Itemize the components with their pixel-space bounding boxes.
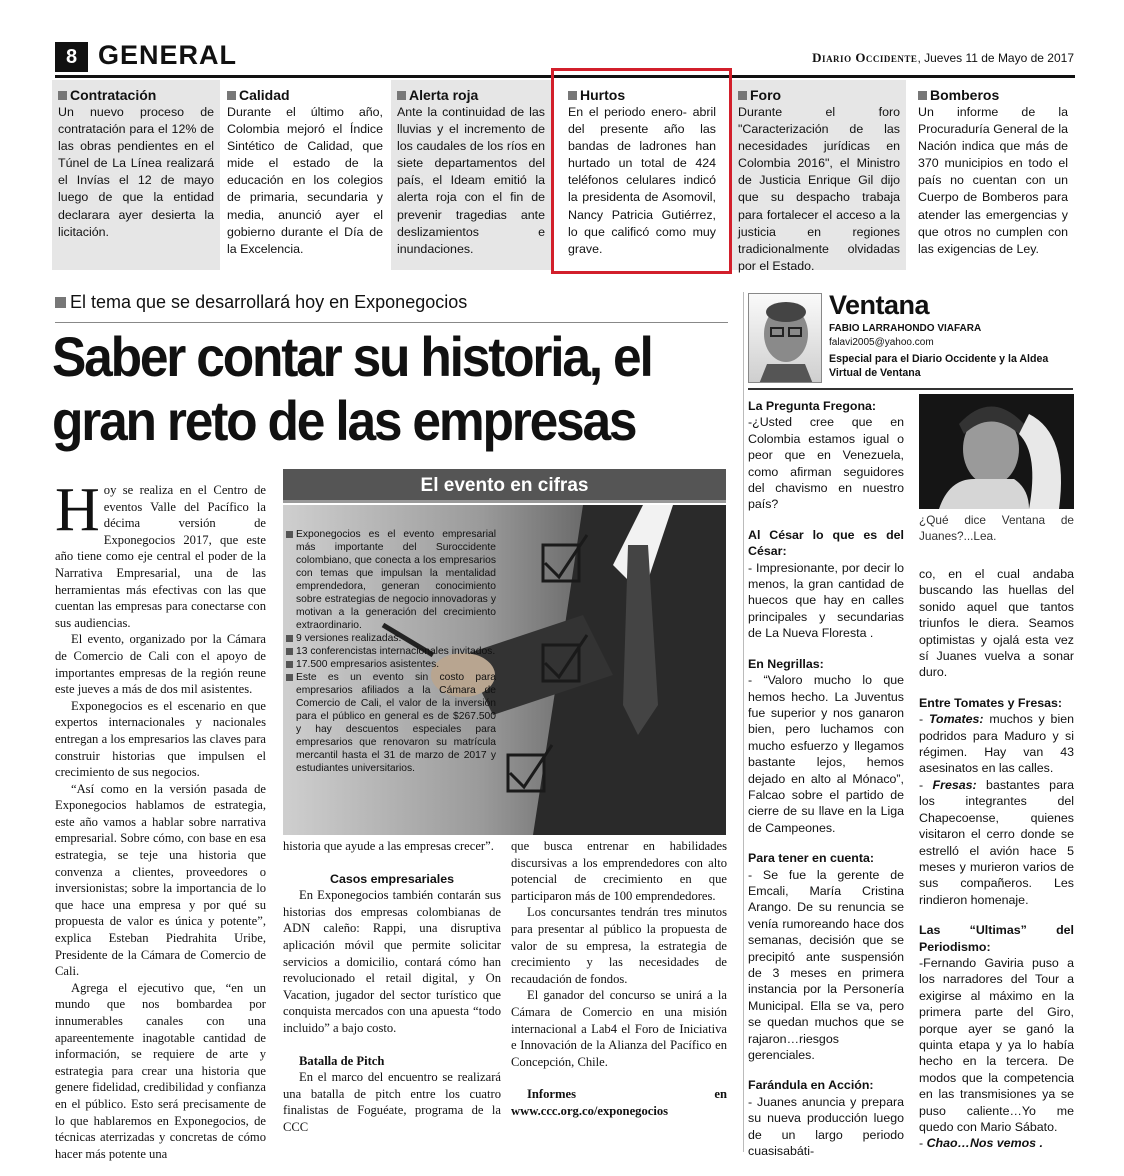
article-paragraph: historia que ayude a las empresas crecer”. bbox=[283, 839, 494, 853]
article-column-2 bbox=[283, 838, 501, 1136]
article-paragraph: El ganador del concurso se unirá a la Cámara de Comercio en una misión internacional a Lab4 el Foro de Iniciativa e Innovación de la Alianza del Pacífico en Concepción, Chile. bbox=[511, 988, 727, 1069]
brief-bomberos bbox=[912, 80, 1074, 270]
article-paragraph: En Exponegocios también contarán sus historias dos empresas colombianas de ADN caleño: Rappi, una disruptiva aplicación móvil que permite solicitar servicios a domicilio, contará cómo han revolucionado el retail digital, y On Vacation, jugador del sector turístico que conquista mercados con una apuesta “todo incluido” a bajo costo. bbox=[283, 888, 501, 1035]
article-paragraph: Los concursantes tendrán tres minutos para presentar al público la propuesta de valor de su empresa, la estrategia de crecimiento y las necesidades de recaudación de fondos. bbox=[511, 905, 727, 986]
brief-title: Alerta roja bbox=[409, 87, 479, 103]
section-title: GENERAL bbox=[98, 40, 238, 70]
ventana-col-b: co, en el cual andaba buscando las huellas del sonido aquel que tantos triunfos le diera. Seamos optimistas y ojalá esta vez sí Juanes vuelva a sonar duro. Entre Tomates y Fresas: - Tomates: muchos y bien podridos para Maduro y si régimen. Hay van 43 asesinatos en las calles. - Fresas: bastantes para los integrantes del Chapecoense, quienes visitaron el cerro donde se estrelló el avión hace 5 meses y murieron varios de sus compañeros. Les rindieron homenaje. Las “Ultimas” del Periodismo: -Fernando Gaviria puso a los narradores del Tour a exigirse al máximo en la primera parte del Giro, porque ayer se ganó la quinta etapa y ya lo había hecho en la tercera. De modos que la competencia en las transmisiones ya se puso caliente…Yo me quedo con Mario Sábato. - Chao…Nos vemos . bbox=[919, 567, 1074, 1151]
ventana-title: Ventana bbox=[829, 290, 930, 320]
section-heading: Las “Ultimas” del Periodismo: bbox=[919, 923, 1074, 954]
article-paragraph: Agrega el ejecutivo que, “en un mundo que nos bombardea por innumerables canales con una apareentemente inagotable cantidad de información, se requiere de arte y estrategia para crear una historia que genere fidelidad, credibilidad y confianza en el público. Esto será precisamente de lo que hablaremos en Exponegocios, de técnicas aterrizadas y concretas de cómo hacer más potente una bbox=[55, 980, 266, 1161]
closing-line: Chao…Nos vemos . bbox=[926, 1136, 1043, 1151]
ventana-author: FABIO LARRAHONDO VIAFARA bbox=[829, 323, 982, 334]
ventana-email[interactable]: falavi2005@yahoo.com bbox=[829, 337, 934, 348]
bullet-square-icon bbox=[227, 91, 236, 100]
informes bbox=[511, 1086, 727, 1103]
bullet-square-icon bbox=[738, 91, 747, 100]
cifras-item: Exponegocios es el evento empresarial más importante del Suroccidente colombiano, que conecta a los empresarios con temas que impulsan la mentalidad emprendedora, generan conocimiento sobre estrategias de negocio innovadoras y motivan a la generación del crecimiento extraordinario. bbox=[286, 528, 496, 632]
ventana-special: Especial para el Diario Occidente y la Aldea Virtual de Ventana bbox=[829, 353, 1049, 379]
brief-text: Durante el foro "Caracterización de las necesidades jurídicas en Colombia 2016", el Ministro de Justicia Enrique Gil dijo que su despacho trabaja para fortalecer el acceso a la justicia en regiones tradicionalmente olvidadas por el Estado. bbox=[738, 105, 900, 273]
article-paragraph: Exponegocios es el escenario en que expertos internacionales y nacionales entregan a los empresarios las claves para construir historias que impulsen el crecimiento de sus negocios. bbox=[55, 698, 266, 780]
author-portrait bbox=[748, 293, 822, 383]
cifras-item: Este es un evento sin costo para empresarios afiliados a la Cámara de Comercio de Cali, el valor de la inversión para el público en general es de $267.500 y hay descuentos especiales para empresarios que renovaron su matrícula mercantil hasta el 31 de marzo de 2017 y estudiantes universitarios. bbox=[286, 671, 496, 775]
brief-calidad bbox=[221, 80, 389, 270]
brief-alerta-roja bbox=[391, 80, 551, 270]
brief-title: Calidad bbox=[239, 87, 290, 103]
date: Jueves 11 de Mayo de 2017 bbox=[924, 51, 1074, 65]
cifras-list bbox=[286, 528, 496, 775]
bullet-square-icon bbox=[58, 91, 67, 100]
dateline: Diario Occidente, Jueves 11 de Mayo de 2017 bbox=[812, 50, 1074, 65]
section-text: - Impresionante, por decir lo menos, la gran cantidad de huecos que hay en calles principales y secundarias de La Nueva Floresta . bbox=[748, 560, 904, 641]
juanes-caption: ¿Qué dice Ventana de Juanes?...Lea. bbox=[919, 513, 1074, 544]
cifras-item: 17.500 empresarios asistentes. bbox=[286, 658, 496, 671]
subheading: Batalla de Pitch bbox=[299, 1053, 385, 1068]
section-text: - “Valoro mucho lo que hemos hecho. La Juventus fue superior y nos ganaron bien, pero luchamos con mucho esfuerzo y llegamos bastante lejos, hemos dejado en alto al Mónaco”, Falcao sobre el partido de cierre de su llave en la Liga de Campeones. bbox=[748, 673, 904, 835]
kicker-rule bbox=[55, 322, 728, 323]
section-heading: La Pregunta Fregona: bbox=[748, 399, 877, 413]
brief-text: Ante la continuidad de las lluvias y el incremento de los caudales de los ríos en siete departamentos del país, el Ideam emitió la alerta roja con el fin de prevenir tragedias ante deslizamientos e inundaciones. bbox=[397, 105, 545, 256]
juanes-portrait-icon bbox=[919, 394, 1074, 509]
article-paragraph: que busca entrenar en habilidades discursivas a los emprendedores con alto potencial de crecimiento en que participaron más de 100 emprendedores. bbox=[511, 839, 727, 903]
article-paragraph: El evento, organizado por la Cámara de Comercio de Cali con el apoyo de importantes empresas de la región reune este jueves a más de dos mil asistentes. bbox=[55, 632, 266, 697]
section-text: bastantes para los integrantes del Chapecoense, quienes visitaron el cerro donde se estrelló el avión hace 5 meses y murieron varios de sus compañeros. Les rindieron homenaje. bbox=[919, 777, 1074, 907]
brief-foro bbox=[732, 80, 906, 273]
brief-title: Foro bbox=[750, 87, 782, 103]
column-divider bbox=[743, 292, 744, 1152]
cifras-title: El evento en cifras bbox=[283, 469, 726, 503]
informes-url[interactable]: www.ccc.org.co/exponegocios bbox=[511, 1103, 669, 1118]
article-paragraph: En el marco del encuentro se realizará una batalla de pitch entre los cuatro finalistas de Foguéate, programa de la CCC bbox=[283, 1070, 501, 1134]
section-text: -¿Usted cree que en Colombia estamos igual o peor que en Venezuela, como afirman seguidores del chavismo en nuestro país? bbox=[748, 415, 904, 512]
brief-text: Un nuevo proceso de contratación para el 12% de las obras pendientes en el Túnel de La Línea realizará el Invías el 12 de mayo luego de que la entidad declarara ayer desierta la licitación. bbox=[58, 105, 214, 239]
cifras-item: 9 versiones realizadas. bbox=[286, 632, 496, 645]
section-heading: En Negrillas: bbox=[748, 656, 824, 671]
ventana-col-a bbox=[748, 398, 904, 1159]
tomates-label: Tomates: bbox=[928, 712, 984, 727]
bullet-square-icon bbox=[918, 91, 927, 100]
article-column-1 bbox=[55, 476, 266, 1162]
drop-cap: H bbox=[55, 476, 100, 544]
section-heading: Para tener en cuenta: bbox=[748, 851, 875, 866]
informes-label: Informes bbox=[527, 1087, 576, 1102]
article-paragraph: “Así como en la versión pasada de Exponegocios hablamos de estrategia, este año vamos a hablar sobre narrativa empresarial. Sobre cómo, con base en esa estrategia, se teje una historia que convenza a clientes, proveedores o inversionistas; sobre la importancia de lo que hace una empresa y por qué su propuesta de valor es única y potente”, explica Esteban Piedrahita Uribe, Presidente de la Cámara de Comercio de Cali. bbox=[55, 781, 266, 979]
section-heading: Entre Tomates y Fresas: bbox=[919, 695, 1063, 710]
brief-text: Durante el último año, Colombia mejoró el Índice Sintético de Calidad, que mide el estado de la educación en los colegios de primaria, secundaria y media, anunció ayer el gobierno durante el Día de la Excelencia. bbox=[227, 105, 383, 256]
section-text: - Juanes anuncia y prepara su nueva producción luego de un largo periodo cuasisabáti- bbox=[748, 1094, 904, 1159]
section-heading: Farándula en Acción: bbox=[748, 1078, 874, 1093]
page-number: 8 bbox=[55, 42, 88, 72]
brief-text: En el periodo enero- abril del presente año las bandas de ladrones han hurtado un total de 424 teléfonos celulares indicó la presidenta de Asomovil, Nancy Patricia Gutiérrez, lo que calificó como muy grave. bbox=[568, 105, 716, 256]
section-text: - Se fue la gerente de Emcali, María Cristina Arango. De su renuncia se venía rumoreando hace dos semanas, decisión que se precipitó ante suspensión de 3 meses en primera instancia por la Personería Municipal. Ella se va, pero se quedan muchos que se rajaron…riesgos gerenciales. bbox=[748, 867, 904, 1063]
headline: Saber contar su historia, el gran reto de las empresas bbox=[52, 325, 652, 452]
informes-en: en bbox=[714, 1087, 727, 1102]
highlight-box bbox=[551, 68, 732, 274]
section-text: -Fernando Gaviria puso a los narradores del Tour a exigirse al máximo en la primera parte del Giro, porque ayer se ganó la quinta etapa y ya lo había hecho en la tercera. De modos que la competencia en las transmisiones ya se puso caliente…Yo me quedo con Mario Sábato. bbox=[919, 955, 1074, 1134]
brief-title: Hurtos bbox=[580, 87, 626, 103]
brief-title: Bomberos bbox=[930, 87, 1000, 103]
kicker-text: El tema que se desarrollará hoy en Exponegocios bbox=[70, 292, 468, 312]
brief-text: Un informe de la Procuraduría General de la Nación indica que más de 370 municipios en todo el país no cuentan con un Cuerpo de Bomberos para atender las emergencias y que otros no cumplen con las exigencias de Ley. bbox=[918, 105, 1068, 256]
fresas-label: Fresas: bbox=[932, 777, 977, 792]
section-text: co, en el cual andaba buscando las huellas del sonido aquel que tantos triunfos le diera. Seamos optimistas y ojalá esta vez sí Juanes vuelva a sonar duro. bbox=[919, 567, 1074, 680]
juanes-photo bbox=[919, 394, 1074, 509]
author-photo-icon bbox=[749, 294, 822, 383]
kicker bbox=[55, 292, 467, 313]
ventana-rule bbox=[748, 388, 1073, 390]
section-text: muchos y bien podridos para Maduro y si régimen. Hay van 43 asesinatos en las calles. bbox=[919, 712, 1074, 776]
article-column-3 bbox=[511, 838, 727, 1120]
cifras-item: 13 conferencistas internacionales invitados. bbox=[286, 645, 496, 658]
brief-title: Contratación bbox=[70, 87, 157, 103]
bullet-square-icon bbox=[397, 91, 406, 100]
bullet-square-icon bbox=[55, 297, 66, 308]
paper-name: Diario Occidente bbox=[812, 50, 918, 65]
subheading: Casos empresariales bbox=[330, 871, 454, 886]
section-heading: Al César lo que es del César: bbox=[748, 527, 904, 559]
article-paragraph: oy se realiza en el Centro de eventos Valle del Pacífico la décima versión de Exponegocios 2017, que este año tiene como eje central el poder de la Narrativa Empresarial, una de las herramientas más efectivas con las que cuentan las empresas para conectarse con sus audiencias. bbox=[55, 483, 266, 630]
brief-contratacion bbox=[52, 80, 220, 270]
